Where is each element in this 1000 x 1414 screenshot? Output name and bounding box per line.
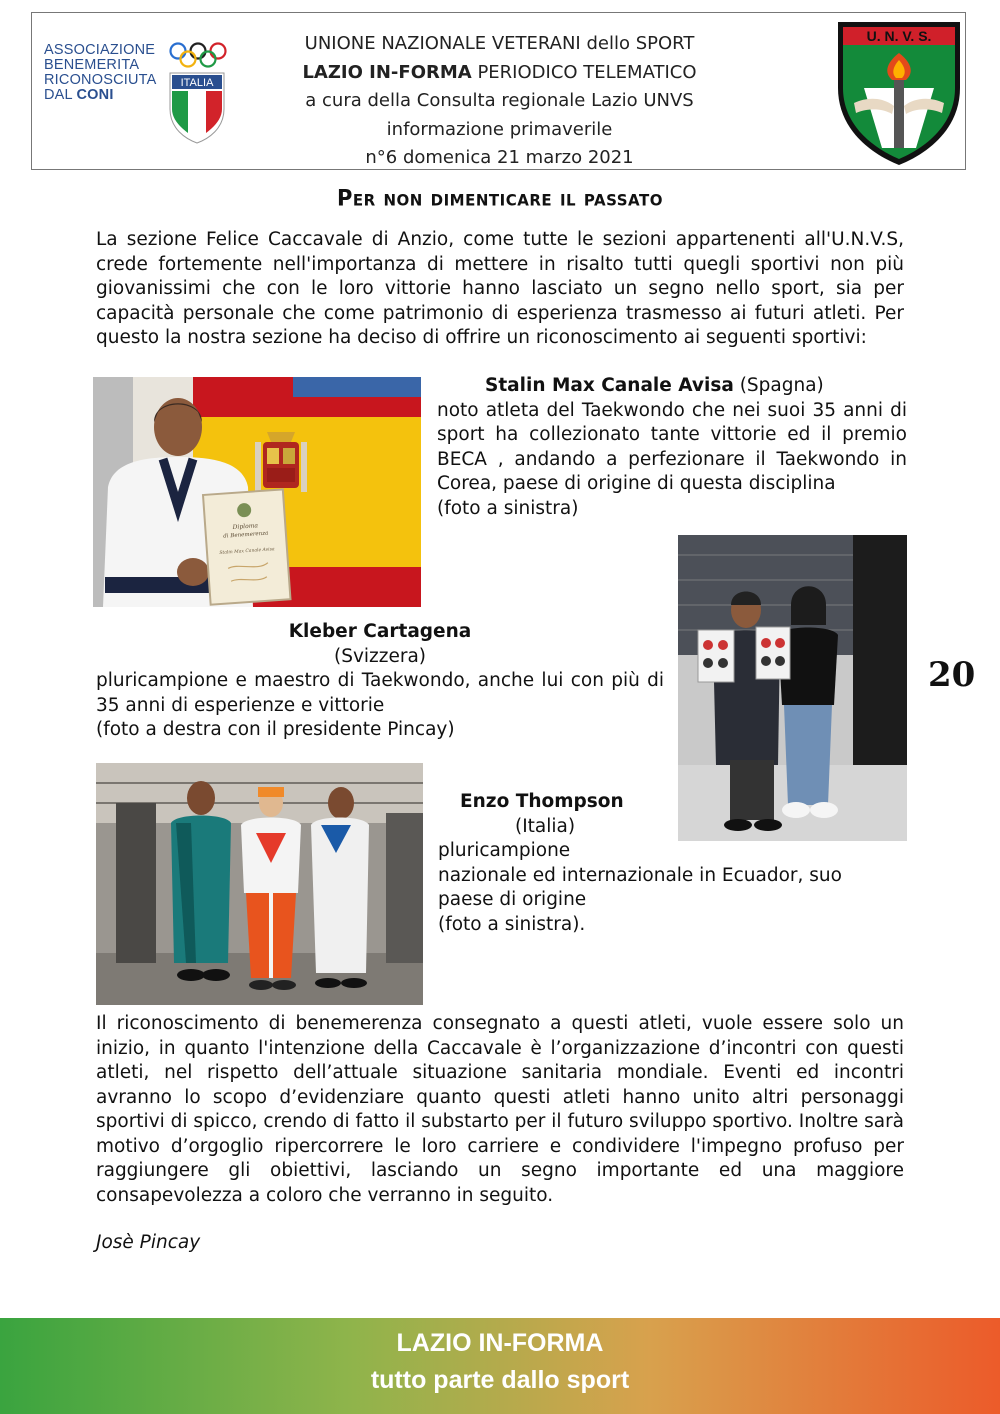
masthead-line-3: a cura della Consulta regionale Lazio UNVS [305, 90, 694, 111]
masthead-line-1: UNIONE NAZIONALE VETERANI dello SPORT [304, 33, 695, 54]
athlete-text-stalin: noto atleta del Taekwondo che nei suoi 35 anni di sport ha collezionato tante vittorie ed il premio BECA , andando a perfezionare il Taekwondo in Corea, paese di origine di questa disciplina [437, 399, 907, 494]
periodical-type: PERIODICO TELEMATICO [471, 61, 697, 83]
author-signature: Josè Pincay [96, 1232, 201, 1253]
athlete-name-kleber: Kleber Cartagena [288, 621, 472, 642]
intro-paragraph: La sezione Felice Caccavale di Anzio, come tutte le sezioni appartenenti all'U.N.V.S, crede fortemente nell'importanza di mettere in risalto tutti quegli sportivi non più giovanissimi che con le loro vittorie hanno lasciato un segno nello sport, sia per capacità personale che come patrimonio di esperienza trasmesso ai futuri atleti. Per questo la nostra sezione ha deciso di offrire un riconoscimento ai seguenti sportivi: [96, 229, 904, 348]
closing-paragraph: Il riconoscimento di benemerenza consegnato a questi atleti, vuole essere solo un inizio, in quanto l'intenzione della Caccavale è l’organizzazione d’incontri con questi atleti, nel rispetto dell’attuale situazione sanitaria mondiale. Eventi ed incontri avranno lo scopo d’evidenziare quanto questi atleti hanno unito altri personaggi sportivi di spicco, crendo di fatto il substarto per il futuro sviluppo sportivo. Inoltre sarà motivo d’orgoglio ripercorrere le loro carriere e condividere l'impegno profuso per raggiungere gli obiettivi, lasciando un segno importante ed una maggiore consapevolezza a coloro che verranno in seguito. [96, 1013, 905, 1206]
photo-note-stalin: (foto a sinistra) [437, 497, 579, 519]
caption-stalin [437, 374, 907, 521]
athlete-text-enzo-1: pluricampione [438, 840, 571, 861]
diploma-subtitle: di Benemerenza [223, 530, 269, 540]
photo-stalin-canale [93, 377, 421, 607]
footer-banner [0, 1318, 1000, 1414]
assoc-line: BENEMERITA [44, 57, 140, 73]
athlete-text-enzo-2: nazionale ed internazionale in Ecuador, suo paese di origine [438, 864, 842, 910]
athlete-country-enzo: (Italia) [515, 815, 576, 837]
periodical-name: LAZIO IN-FORMA [302, 61, 472, 83]
issue-date: n°6 domenica 21 marzo 2021 [365, 147, 634, 168]
article-title: Per non dimenticare il passato [336, 185, 663, 211]
caption-enzo [438, 790, 898, 937]
diploma-title: Diploma [232, 522, 259, 532]
caption-stalin-heading [437, 374, 907, 399]
photo-stalin-illustration [93, 377, 421, 607]
assoc-line: ASSOCIAZIONE [44, 42, 156, 58]
masthead-line-2 [222, 59, 777, 88]
italia-label: ITALIA [180, 77, 214, 89]
italia-shield-logo [168, 69, 226, 145]
photo-enzo-thompson [96, 763, 423, 1005]
caption-kleber [96, 620, 664, 743]
coni-association-label [44, 43, 169, 103]
masthead [31, 12, 966, 170]
page-number: 20 [928, 655, 976, 695]
assoc-dal: DAL [44, 87, 73, 103]
footer-slogan: tutto parte dallo sport [370, 1366, 630, 1394]
photo-enzo-illustration [96, 763, 423, 1005]
diploma-recipient: Stalin Max Canale Avisa [219, 547, 275, 556]
unvs-shield-logo [834, 18, 964, 168]
masthead-line-4: informazione primaverile [386, 118, 613, 140]
athlete-country-stalin: (Spagna) [733, 375, 824, 396]
photo-note-enzo: (foto a sinistra). [438, 913, 586, 935]
athlete-name-kleber-wrap [96, 620, 664, 645]
unvs-label: U. N. V. S. [866, 28, 932, 44]
athlete-name-enzo-wrap [438, 790, 898, 815]
photo-note-kleber: (foto a destra con il presidente Pincay) [96, 719, 455, 740]
olympic-rings-icon [168, 41, 228, 71]
assoc-line-dal [44, 88, 169, 103]
footer-title: LAZIO IN-FORMA [396, 1329, 604, 1357]
athlete-name-enzo: Enzo Thompson [460, 791, 624, 812]
athlete-name-stalin: Stalin Max Canale Avisa [485, 375, 734, 396]
athlete-country-kleber: (Svizzera) [333, 645, 426, 667]
athlete-text-kleber: pluricampione e maestro di Taekwondo, anche lui con più di 35 anni di esperienze e vittorie [96, 670, 664, 716]
assoc-coni: CONI [76, 87, 114, 103]
masthead-text [222, 30, 777, 173]
assoc-line: RICONOSCIUTA [44, 72, 157, 88]
